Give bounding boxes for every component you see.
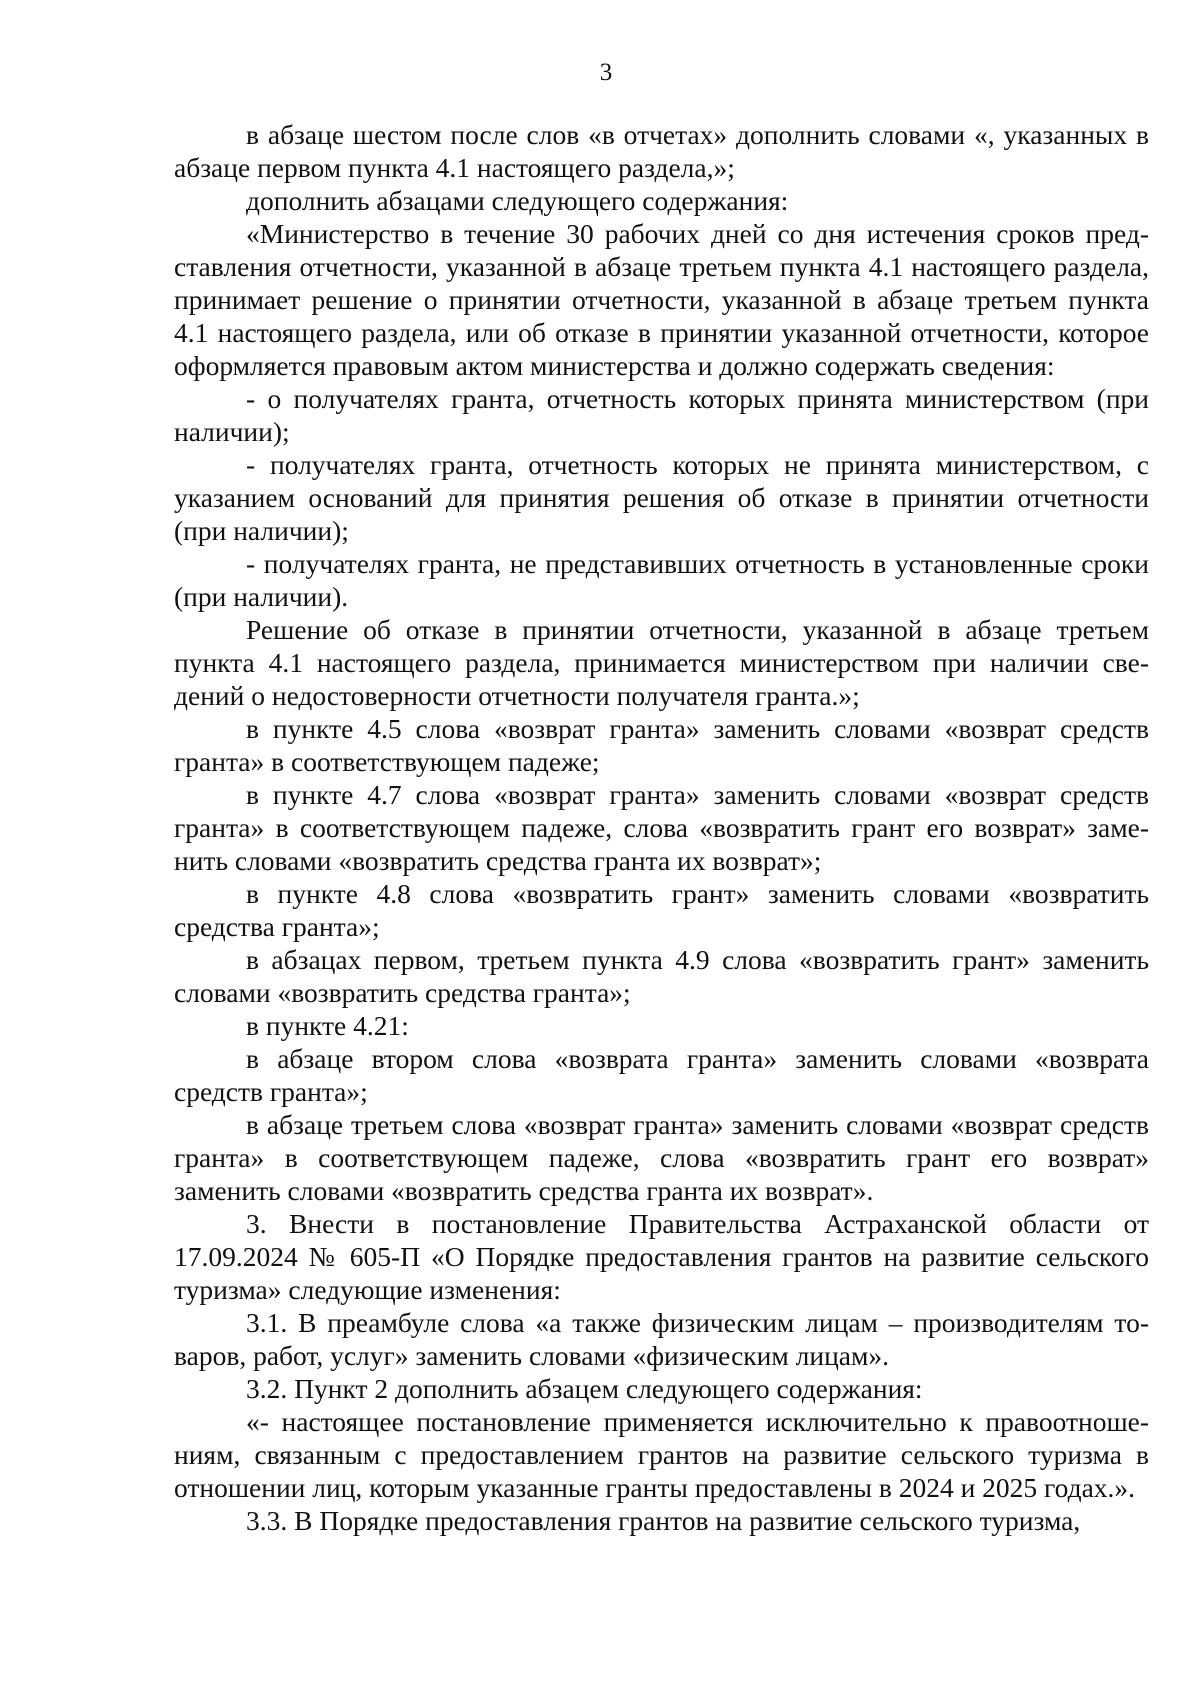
document-body: [174, 118, 1149, 1537]
paragraph: в абзаце шестом после слов «в отчетах» дополнить словами «, указанных в абзаце первом пункта 4.1 настоящего раздела,»;: [174, 119, 1149, 183]
paragraph: в абзаце втором слова «возврата гранта» заменить словами «возврата средств гранта»;: [174, 1043, 1149, 1107]
paragraph: дополнить абзацами следующего содержания:: [246, 185, 789, 216]
paragraph: в пункте 4.8 слова «возвратить грант» заменить словами «возвратить средства гранта»;: [174, 878, 1149, 942]
paragraph: 3. Внести в постановление Правительства Астраханской области от 17.09.2024 № 605-П «О Порядке предоставления грантов на развитие сельского туризма» следующие изменения:: [174, 1208, 1149, 1305]
paragraph: 3.1. В преамбуле слова «а также физическим лицам – производителям товаров, работ, услуг» заменить словами «физическим лицам».: [174, 1307, 1149, 1371]
paragraph: 3.2. Пункт 2 дополнить абзацем следующего содержания:: [246, 1373, 923, 1404]
paragraph: - о получателях гранта, отчетность которых принята министерством (при наличии);: [174, 383, 1149, 447]
paragraph: - получателях гранта, отчетность которых не принята министерством, с указанием оснований для принятия решения об отказе в принятии отчетности (при наличии);: [174, 449, 1149, 546]
paragraph: - получателях гранта, не представивших отчетность в установленные сроки (при наличии).: [174, 548, 1149, 612]
paragraph: в пункте 4.7 слова «возврат гранта» заменить словами «возврат средств гранта» в соответствующем падеже, слова «возвратить грант его возврат» заменить словами «возвратить средства гранта их возврат»;: [174, 779, 1149, 876]
paragraph: «- настоящее постановление применяется исключительно к правоотношениям, связанным с предоставлением грантов на развитие сельского туризма в отношении лиц, которым указанные гранты предоставлены в 2024 и 2025 годах.».: [174, 1406, 1149, 1503]
paragraph: в пункте 4.21:: [246, 1010, 409, 1041]
paragraph: в абзаце третьем слова «возврат гранта» заменить словами «возврат средств гранта» в соответствующем падеже, слова «возвратить грант его возврат» заменить словами «возвратить средства гранта их возврат».: [174, 1109, 1149, 1206]
paragraph: 3.3. В Порядке предоставления грантов на развитие сельского туризма,: [246, 1505, 1081, 1536]
paragraph: в пункте 4.5 слова «возврат гранта» заменить словами «возврат средств гранта» в соответствующем падеже;: [174, 713, 1149, 777]
page-number: 3: [599, 59, 613, 86]
paragraph: «Министерство в течение 30 рабочих дней со дня истечения сроков представления отчетности, указанной в абзаце третьем пункта 4.1 настоящего раздела, принимает решение о принятии отчетности, указанной в абзаце третьем пункта 4.1 настоящего раздела, или об отказе в принятии указанной отчетности, которое оформляется правовым актом министерства и должно содержать сведения:: [174, 218, 1149, 381]
paragraph: Решение об отказе в принятии отчетности, указанной в абзаце третьем пункта 4.1 настоящего раздела, принимается министерством при наличии сведений о недостоверности отчетности получателя гранта.»;: [174, 614, 1149, 711]
paragraph: в абзацах первом, третьем пункта 4.9 слова «возвратить грант» заменить словами «возвратить средства гранта»;: [174, 944, 1149, 1008]
